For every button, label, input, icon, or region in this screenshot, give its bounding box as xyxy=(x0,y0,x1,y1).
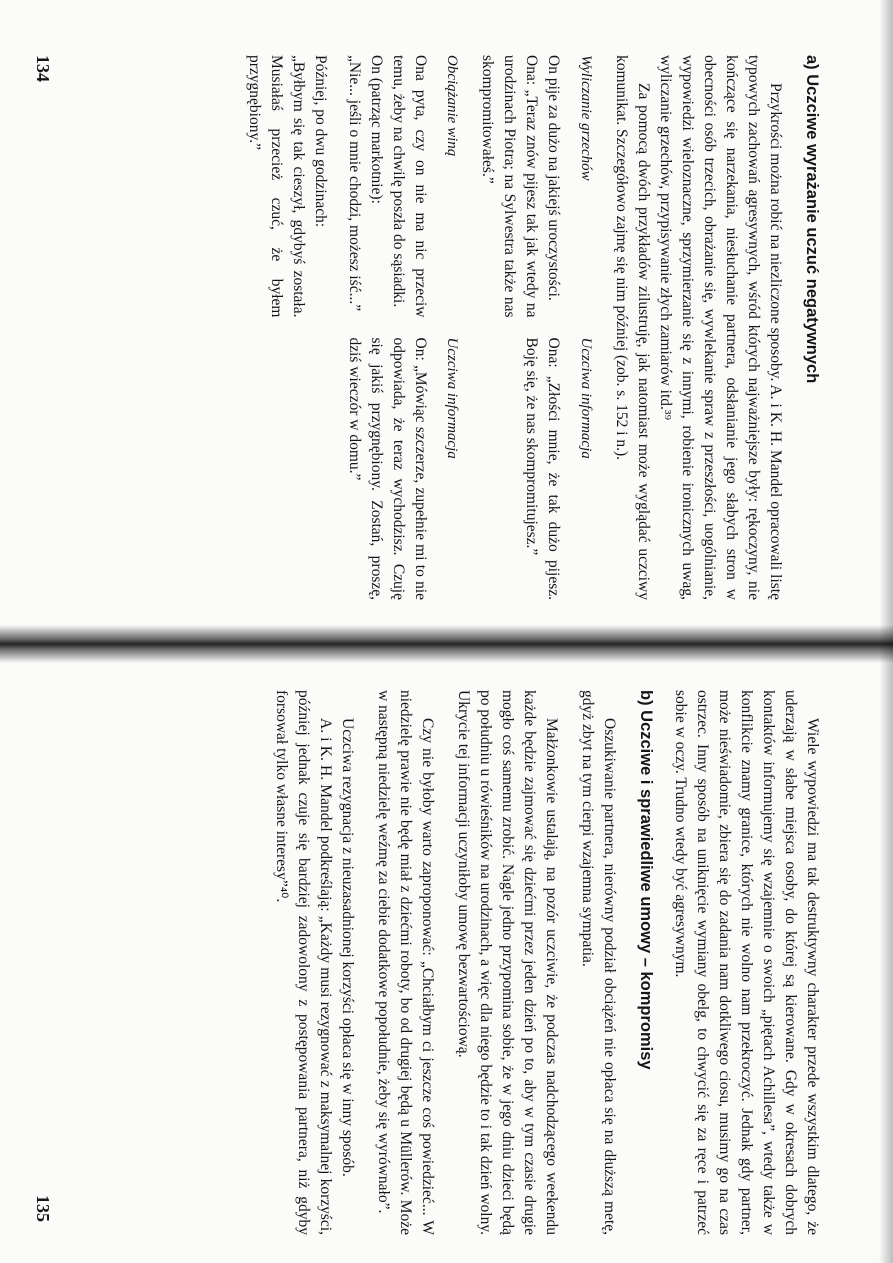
example-1-right-header: Uczciwa informacja xyxy=(577,337,594,459)
example-2-left-header: Obciążanie winą xyxy=(444,55,461,157)
example-2-right-column xyxy=(243,338,462,601)
right-page xyxy=(270,690,823,1235)
example-1 xyxy=(476,55,595,600)
left-page-number: 134 xyxy=(33,55,53,82)
example-2 xyxy=(243,55,462,600)
example-1-right-line-1: Ona: „Złości mnie, że tak dużo pijesz. Boję się, że nas skompromitujesz.” xyxy=(523,337,563,600)
left-page-heading: a) Uczciwe wyrażanie uczuć negatywnych xyxy=(803,55,821,384)
intro-paragraph-1: Przykrości można robić na niezliczone sposoby. A. i K. H. Mandel opracowali listę typowych zachowań agresywnych, wśród których najważniejsze były: rękoczyny, nie kończące się narzekania, niesłuchanie partnera, odsłanianie jego słabych stron w obecności osób trzecich, obrażanie się, wywlekanie spraw z przeszłości, uogólnianie, wypowiedzi wieloznaczne, sprzymierzanie się z innymi, robienie ironicznych uwag, wyliczanie grzechów, przypisywanie złych zamiarów itd.³⁹ xyxy=(656,55,784,600)
example-1-left-line-2: Ona: „Teraz znów pijesz tak jak wtedy na urodzinach Piotra; na Sylwestra także nas skompromitowałeś.” xyxy=(479,55,541,318)
right-page-number: 135 xyxy=(33,1195,53,1222)
example-2-left-line-5: Później, po dwu godzinach: xyxy=(311,55,329,228)
spacer xyxy=(331,55,343,318)
right-paragraph-2: Małżonkowie ustalają, na pozór uczciwie, że podczas nadchodzącego weekendu każde będzie zajmować się dziećmi przez jeden dzień po to, aby w tym czasie drugie mogło coś samemu zrobić. Nagle jedno przypomina sobie, że w jego dniu dzieci będą po południu u rówieśników na urodzinach, a więc dla niego będzie to i tak dzień wolny. Ukrycie tej informacji uczyniłoby umowę bezwartościową. xyxy=(454,690,560,1235)
example-2-left-line-2: On (patrząc markotnie): xyxy=(367,55,385,204)
example-2-right-header: Uczciwa informacja xyxy=(444,337,461,459)
right-page-heading: b) Uczciwe i sprawiedliwe umowy – kompromisy xyxy=(637,690,655,1070)
spacer xyxy=(657,690,669,1235)
example-2-left-column xyxy=(243,55,462,318)
example-1-left-line-1: On pije za dużo na jakiejś uroczystości. xyxy=(545,55,563,301)
right-paragraph-3: Czy nie byłoby warto zaproponować: „Chciałbym ci jeszcze coś powiedzieć... W niedzielę prawie nie będę miał z dziećmi roboty, bo od drugiej będą u Müllerów. Może w następną niedzielę weźmę za ciebie dodatkowe popołudnie, żeby się wyrównało”. xyxy=(374,690,436,1235)
left-page xyxy=(243,55,823,600)
right-paragraph-4: Uczciwa rezygnacja z nieuzasadnionej korzyści opłaca się w inny sposób. xyxy=(338,718,356,1177)
right-paragraph-5: A. i K. H. Mandel podkreślają: „Każdy musi rezygnować z maksymalnej korzyści, później jednak czuje się bardziej zadowolony z postępowania partnera, niż gdyby forsował tylko własne interesy”⁴⁰. xyxy=(272,690,334,1235)
example-2-left-line-1: Ona pyta, czy on nie ma nic przeciw temu, żeby na chwilę poszła do sąsiadki. xyxy=(389,55,429,318)
example-2-left-line-3: „Nie... jeśli o mnie chodzi, możesz iść...” xyxy=(345,55,363,312)
example-1-left-header: Wyliczanie grzechów xyxy=(577,55,594,181)
example-2-left-line-6: „Byłbym się tak cieszył, gdybyś została. Musiałaś przecież czuć, że byłem przygnębiony.” xyxy=(245,55,307,318)
example-1-left-column xyxy=(476,55,595,318)
book-gutter-shadow xyxy=(0,625,893,663)
example-2-right-line-1: On: „Mówiąc szczerze, zupełnie mi to nie odpowiada, że teraz wychodzisz. Czuję się jakiś przygnębiony. Zostań, proszę, dziś wieczór w domu.” xyxy=(345,337,429,600)
right-paragraph-top: Wiele wypowiedzi ma tak destruktywny charakter przede wszystkim dlatego, że uderzają w słabe miejsca osoby, do której są kierowane. Gdy w okresach dobrych kontaktów informujemy się wzajemnie o swoich „piętach Achillesa”, wtedy także w konflikcie znamy granice, których nie wolno nam przekroczyć. Jednak gdy partner, może nieświadomie, zbiera się do zadania nam dotkliwego ciosu, musimy go na czas ostrzec. Inny sposób na uniknięcie wymiany obelg, to chwycić się za ręce i patrzeć sobie w oczy. Trudno wtedy być agresywnym. xyxy=(672,690,821,1235)
example-1-right-column xyxy=(476,338,595,601)
intro-paragraph-2: Za pomocą dwóch przykładów zilustruję, jak natomiast może wyglądać uczciwy komunikat. Szczegółowo zajmę się nim później (zob. s. 152 i n.). xyxy=(612,55,652,600)
right-paragraph-1: Oszukiwanie partnera, nierówny podział obciążeń nie opłaca się na dłuższą metę, gdyż zbyt na tym cierpi wzajemna sympatia. xyxy=(578,690,618,1235)
